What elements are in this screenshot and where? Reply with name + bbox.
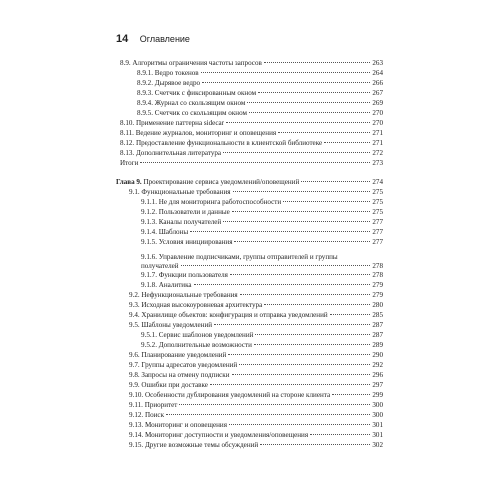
- toc-entry-page: 271: [372, 139, 383, 147]
- toc-entry-title: 9.1.8. Аналитика: [141, 281, 192, 289]
- toc-entry-title: 9.9. Ошибки при доставке: [129, 381, 208, 389]
- toc-entry-page: 290: [372, 351, 383, 359]
- toc-entry-page: 301: [372, 421, 383, 429]
- toc-entry-title: 8.9.5. Счетчик со скользящим окном: [137, 109, 247, 117]
- toc-entry-title: 9.10. Особенности дублирования уведомлений на стороне клиента: [129, 391, 331, 399]
- toc-entry: [129, 431, 383, 440]
- toc-entry: [129, 311, 383, 320]
- toc-entry: [120, 119, 383, 128]
- chapter-label: Глава 9.: [116, 178, 142, 186]
- toc-entry: [129, 321, 383, 330]
- toc-entry: [141, 198, 383, 207]
- toc-entry-page: 270: [372, 119, 383, 127]
- toc-entry: [141, 208, 383, 217]
- toc-entry-title: 9.5. Шаблоны уведомлений: [129, 321, 213, 329]
- toc-entry-page: 302: [372, 441, 383, 449]
- toc-entry-page: 270: [372, 109, 383, 117]
- toc-entry-title: 8.9.3. Счетчик с фиксированным окном: [137, 89, 257, 97]
- toc-entry: [141, 238, 383, 247]
- dot-leader: [214, 324, 370, 325]
- toc-entry: [129, 441, 383, 450]
- dot-leader: [330, 314, 371, 315]
- toc-entry: [129, 401, 383, 410]
- toc-entry: [141, 271, 383, 280]
- toc-entry-title: 9.15. Другие возможные темы обсуждений: [129, 441, 259, 449]
- toc-entry-page: 263: [372, 59, 383, 67]
- toc-entry-page: 274: [372, 178, 383, 186]
- toc-entry-page: 273: [372, 159, 383, 167]
- toc-entry-page: 275: [372, 188, 383, 196]
- toc-entry-page: 287: [372, 321, 383, 329]
- toc-entry-page: 277: [372, 218, 383, 226]
- dot-leader: [249, 112, 370, 113]
- dot-leader: [283, 201, 370, 202]
- toc-entry-title: 9.14. Мониторинг доступности и уведомления/оповещения: [129, 431, 309, 439]
- toc-entry-page: 299: [372, 391, 383, 399]
- toc-entry-page: 277: [372, 228, 383, 236]
- toc-entry-title: 9.5.2. Дополнительные возможности: [141, 341, 252, 349]
- toc-entry-title: Итоги: [120, 159, 139, 167]
- dot-leader: [210, 384, 370, 385]
- dot-leader: [301, 181, 370, 182]
- dot-leader: [223, 221, 370, 222]
- dot-leader: [254, 344, 370, 345]
- toc-entry-title: 9.1. Функциональные требования: [129, 188, 231, 196]
- toc-entry-title: 9.1.5. Условия инициирования: [141, 238, 233, 246]
- toc-entry-title: 8.9.1. Ведро токенов: [137, 69, 199, 77]
- dot-leader: [278, 132, 370, 133]
- dot-leader: [230, 274, 370, 275]
- toc-entry-title: 9.3. Исходная высокоуровневая архитектура: [129, 301, 263, 309]
- toc-entry-page: 296: [372, 371, 383, 379]
- toc-entry: [120, 159, 383, 168]
- toc-entry-title: Проектирование сервиса уведомлений/оповещений: [143, 178, 300, 186]
- dot-leader: [194, 284, 371, 285]
- toc-entry-title: 9.11. Приоритет: [129, 401, 178, 409]
- dot-leader: [324, 142, 370, 143]
- dot-leader: [233, 191, 371, 192]
- toc-entry: [129, 391, 383, 400]
- toc-entry-title: 8.11. Ведение журналов, мониторинг и оповещения: [120, 129, 277, 137]
- toc-entry-page: 301: [372, 431, 383, 439]
- dot-leader: [201, 72, 371, 73]
- dot-leader: [247, 102, 370, 103]
- toc-entry: [129, 301, 383, 310]
- dot-leader: [181, 265, 371, 266]
- toc-entry-page: 289: [372, 341, 383, 349]
- toc-entry-title: 9.8. Запросы на отмену подписки: [129, 371, 230, 379]
- toc-entry-title: 9.7. Группы адресатов уведомлений: [129, 361, 238, 369]
- page-number: 14: [116, 33, 129, 45]
- toc-entry-title: 9.6. Планирование уведомлений: [129, 351, 227, 359]
- toc-entry: [141, 341, 383, 350]
- toc-entry-title: 9.1.4. Шаблоны: [141, 228, 189, 236]
- toc-entry-page: 278: [372, 262, 383, 271]
- toc-entry-page: 264: [372, 69, 383, 77]
- dot-leader: [223, 152, 370, 153]
- toc-entry: [129, 291, 383, 300]
- toc-entry-page: 266: [372, 79, 383, 87]
- dot-leader: [234, 241, 370, 242]
- toc-entry-title: 9.13. Мониторинг и оповещения: [129, 421, 227, 429]
- toc-entry-page: 297: [372, 381, 383, 389]
- toc-entry-page: 300: [372, 411, 383, 419]
- toc-entry-page: 269: [372, 99, 383, 107]
- toc-entry-page: 267: [372, 89, 383, 97]
- toc-entry: [129, 371, 383, 380]
- toc-entry: [137, 99, 383, 108]
- toc-entry-title: 9.12. Поиск: [129, 411, 165, 419]
- toc-entry: [129, 188, 383, 197]
- toc-entry: [120, 129, 383, 138]
- toc-entry: [141, 331, 383, 340]
- dot-leader: [229, 424, 370, 425]
- toc-entry-page: 279: [372, 281, 383, 289]
- toc-entry-page: 272: [372, 149, 383, 157]
- toc-entry-title: 9.1.7. Функции пользователя: [141, 271, 228, 279]
- dot-leader: [232, 211, 371, 212]
- dot-leader: [255, 334, 370, 335]
- dot-leader: [239, 364, 370, 365]
- toc-entry: [129, 361, 383, 370]
- toc-entry: [129, 351, 383, 360]
- toc-chapter-entry: [116, 178, 383, 187]
- toc-entry-title: 8.9.4. Журнал со скользящим окном: [137, 99, 246, 107]
- toc-entry-title: 9.4. Хранилище объектов: конфигурация и отправка уведомлений: [129, 311, 328, 319]
- dot-leader: [166, 414, 370, 415]
- toc-entry: [137, 69, 383, 78]
- toc-entry: [141, 218, 383, 227]
- toc-entry: [120, 59, 383, 68]
- dot-leader: [179, 404, 370, 405]
- toc-entry-title: 8.13. Дополнительная литература: [120, 149, 222, 157]
- toc-entry-page: 300: [372, 401, 383, 409]
- toc-entry: [141, 253, 383, 272]
- toc-entry-page: 287: [372, 331, 383, 339]
- dot-leader: [310, 434, 370, 435]
- toc-entry-page: 280: [372, 301, 383, 309]
- toc-entry-title: 9.1.1. Не для мониторинга работоспособности: [141, 198, 282, 206]
- toc-entry-title: получателей: [141, 262, 179, 271]
- toc-entry-title: 8.10. Применение паттерна sidecar: [120, 119, 224, 127]
- toc-entry: [141, 281, 383, 290]
- dot-leader: [264, 62, 371, 63]
- toc-entry-title: 9.1.3. Каналы получателей: [141, 218, 222, 226]
- dot-leader: [232, 374, 371, 375]
- toc-entry: [120, 139, 383, 148]
- dot-leader: [258, 92, 370, 93]
- toc-entry-title: 9.1.2. Пользователи и данные: [141, 208, 230, 216]
- toc-entry-page: 292: [372, 361, 383, 369]
- toc-entry: [120, 149, 383, 158]
- toc-entry-page: 279: [372, 291, 383, 299]
- toc-entry: [137, 89, 383, 98]
- dot-leader: [140, 162, 370, 163]
- toc-entry-page: 278: [372, 271, 383, 279]
- toc-entry: [137, 109, 383, 118]
- toc-entry-title: 9.2. Нефункциональные требования: [129, 291, 238, 299]
- toc-entry: [129, 411, 383, 420]
- dot-leader: [240, 294, 371, 295]
- toc-entry: [141, 228, 383, 237]
- toc-entry: [129, 381, 383, 390]
- toc-entry-title: 8.9.2. Дырявое ведро: [137, 79, 201, 87]
- dot-leader: [260, 444, 370, 445]
- toc-entry-page: 275: [372, 208, 383, 216]
- toc-entry-page: 275: [372, 198, 383, 206]
- dot-leader: [190, 231, 370, 232]
- toc-entry-page: 277: [372, 238, 383, 246]
- dot-leader: [202, 82, 370, 83]
- dot-leader: [264, 304, 370, 305]
- dot-leader: [228, 354, 370, 355]
- toc-entry: [137, 79, 383, 88]
- dot-leader: [226, 122, 370, 123]
- toc-entry-page: 285: [372, 311, 383, 319]
- toc-entry-title: 9.5.1. Сервис шаблонов уведомлений: [141, 331, 254, 339]
- toc-entry-title: 8.12. Предоставление функциональности в клиентской библиотеке: [120, 139, 323, 147]
- toc-entry-title: 8.9. Алгоритмы ограничения частоты запросов: [120, 59, 262, 67]
- toc-entry: [129, 421, 383, 430]
- toc-entry-page: 271: [372, 129, 383, 137]
- dot-leader: [332, 394, 370, 395]
- section-title: Оглавление: [139, 34, 190, 44]
- toc-entry-title-line: 9.1.6. Управление подписчиками, группы отправителей и группы: [141, 253, 338, 261]
